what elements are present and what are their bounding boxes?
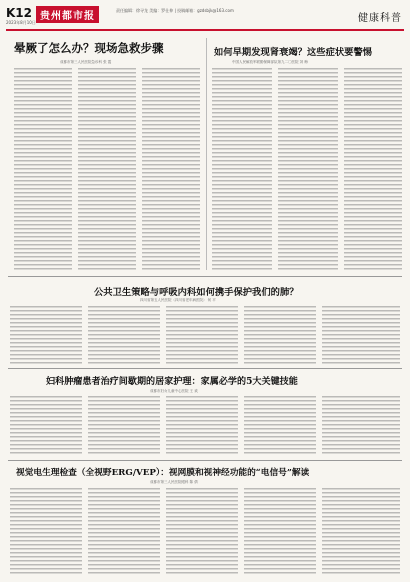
article-headline-3: 公共卫生策略与呼吸内科如何携手保护我们的肺？ [94, 287, 299, 298]
article-body-3-col-5 [322, 306, 400, 364]
section-separator-3 [8, 460, 402, 461]
article-body-1-col-1 [14, 68, 72, 270]
article-byline-3: 四川省第五人民医院（四川省老年病医院） 何 平 [140, 298, 216, 302]
article-body-4-col-4 [244, 396, 316, 456]
article-byline-4: 成都市妇女儿童中心医院 王 欢 [150, 389, 198, 393]
paper-name: 贵州都市报 [36, 6, 99, 23]
article-body-3-col-2 [88, 306, 160, 364]
article-body-3-col-1 [10, 306, 82, 364]
section-label: 健康科普 [358, 13, 402, 24]
editor-credits: 责任编辑：徐寻龙 美编：罗仕伸 | 投稿邮箱：gzdsbjk@163.com [116, 8, 234, 13]
article-body-2-col-1 [212, 68, 272, 270]
article-body-5-col-1 [10, 488, 82, 576]
issue-date: 2023年8月10日 [6, 20, 36, 25]
article-body-3-col-3 [166, 306, 238, 364]
article-body-5-col-3 [166, 488, 238, 576]
article-body-4-col-2 [88, 396, 160, 456]
section-separator-2 [8, 368, 402, 369]
article-body-4-col-1 [10, 396, 82, 456]
article-body-5-col-4 [244, 488, 316, 576]
article-byline-5: 成都市第三人民医院眼科 陈 倩 [150, 480, 198, 484]
article-headline-4: 妇科肿瘤患者治疗间歇期的居家护理：家属必学的5大关键技能 [46, 376, 298, 387]
article-body-5-col-2 [88, 488, 160, 576]
masthead [6, 6, 404, 28]
article-body-3-col-4 [244, 306, 316, 364]
article-body-1-col-3 [142, 68, 200, 270]
article-body-2-col-3 [344, 68, 402, 270]
article-headline-1: 晕厥了怎么办？现场急救步骤 [14, 41, 164, 55]
article-body-2-col-2 [278, 68, 338, 270]
section-separator-1 [8, 276, 402, 277]
article-headline-2: 如何早期发现肾衰竭？这些症状要警惕 [214, 47, 373, 58]
article-body-4-col-5 [322, 396, 400, 456]
article-byline-1: 成都市第三人民医院急诊科 张 霞 [60, 60, 112, 64]
article-body-4-col-3 [166, 396, 238, 456]
article-body-1-col-2 [78, 68, 136, 270]
article-byline-2: 中国人民解放军联勤保障部队第九二〇医院 刘 梅 [232, 60, 308, 64]
column-divider [206, 38, 207, 270]
page-number: K12 [6, 6, 32, 20]
article-body-5-col-5 [322, 488, 400, 576]
article-headline-5: 视觉电生理检查（全视野ERG/VEP）：视网膜和视神经功能的“电信号”解读 [16, 468, 310, 478]
masthead-rule [6, 29, 404, 31]
